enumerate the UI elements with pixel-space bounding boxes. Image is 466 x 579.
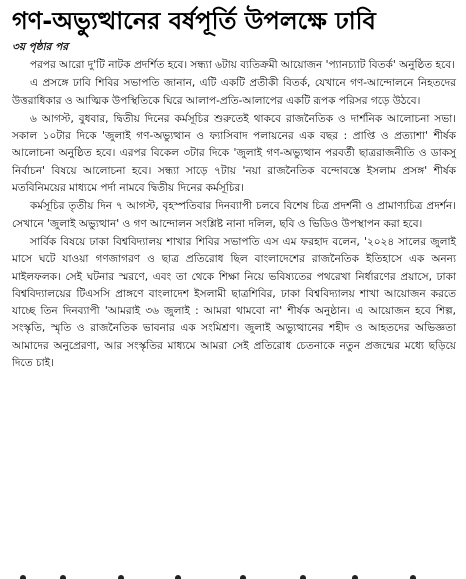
article-paragraph: পরপর আরো দু'টি নাটক প্রদর্শিত হবে। সন্ধ্যা ৬টায় ব্যতিক্রমী আয়োজন 'প্যানচ্যাট বিতর্ক' অনুষ্ঠিত হবে।	[30, 59, 455, 71]
continued-from-label: ৩য় পৃষ্ঠার পর	[12, 41, 69, 53]
article-paragraph: কর্মসূচির তৃতীয় দিন ৭ আগস্ট, বৃহস্পতিবার দিনব্যাপী চলবে বিশেষ চিত্র প্রদর্শনী ও প্রামাণ্যচিত্র প্রদর্শন। সেখানে 'জুলাই অভ্যুত্থান' ও গণ আন্দোলন সংশ্লিষ্ট নানা দলিল, ছবি ও ভিডিও উপস্থাপন করা হবে।	[12, 200, 456, 230]
article-paragraph: এ প্রসঙ্গে ঢাবি শিবির সভাপতি জানান, এটি একটি প্রতীকী বিতর্ক, যেখানে গণ-আন্দোলনে নিহতদের উত্তরাধিকার ও আত্মিক উপস্থিতিকে ঘিরে আলাপ-প্রতি-আলাপের একটি রূপক পরিসর গড়ে উঠবে।	[12, 77, 456, 107]
headline: গণ-অভ্যুত্থানের বর্ষপূর্তি উপলক্ষে ঢাবি	[12, 7, 376, 35]
article-paragraph: সার্বিক বিষয়ে ঢাকা বিশ্ববিদ্যালয় শাখার শিবির সভাপতি এস এম ফরহাদ বলেন, '২০২৪ সালের জুলাই মাসে ঘটে যাওয়া গণজাগরণ ও ছাত্র প্রতিরোধ ছিল বাংলাদেশের রাজনৈতিক ইতিহাসে এক অনন্য মাইলফলক। সেই ঘটনার স্মরণে, এবং তা থেকে শিক্ষা নিয়ে ভবিষ্যতের পথরেখা নির্ধারণের প্রয়াসে, ঢাকা বিশ্ববিদ্যালয়ের টিএসসি প্রাঙ্গণে বাংলাদেশ ইসলামী ছাত্রশিবির, ঢাকা বিশ্ববিদ্যালয় শাখা আয়োজন করতে যাচ্ছে তিন দিনব্যাপী 'আমরাই ৩৬ জুলাই : আমরা থামবো না' শীর্ষক অনুষ্ঠান। এ আয়োজন হবে শিল্প, সংস্কৃতি, স্মৃতি ও রাজনৈতিক ভাবনার এক সংমিশ্রণ। জুলাই অভ্যুত্থানের শহীদ ও আহতদের অভিজ্ঞতা আমাদের অনুপ্রেরণা, আর সংস্কৃতির মাধ্যমে আমরা সেই প্রতিরোধ চেতনাকে নতুন প্রজন্মের মধ্যে ছড়িয়ে দিতে চাই।	[12, 235, 456, 370]
cropped-next-line	[0, 571, 466, 579]
article-body	[12, 57, 456, 372]
article-paragraph: ৬ আগস্ট, বুধবার, দ্বিতীয় দিনের কর্মসূচির শুরুতেই থাকবে রাজনৈতিক ও দার্শনিক আলোচনা সভা। সকাল ১০টার দিকে 'জুলাই গণ-অভ্যুত্থান ও ফ্যাসিবাদ পলায়নের এক বছর : প্রাপ্তি ও প্রত্যাশা' শীর্ষক আলোচনা অনুষ্ঠিত হবে। এরপর বিকেল ৩টার দিকে 'জুলাই গণ-অভ্যুত্থান পরবর্তী ছাত্ররাজনীতি ও ডাকসু নির্বাচন' বিষয়ে আলোচনা হবে। সন্ধ্যা সাড়ে ৭টায় 'নয়া রাজনৈতিক বন্দোবস্তে ইসলাম প্রসঙ্গ' শীর্ষক মতবিনিময়ের মাধ্যমে পর্দা নামবে দ্বিতীয় দিনের কর্মসূচির।	[12, 112, 456, 195]
